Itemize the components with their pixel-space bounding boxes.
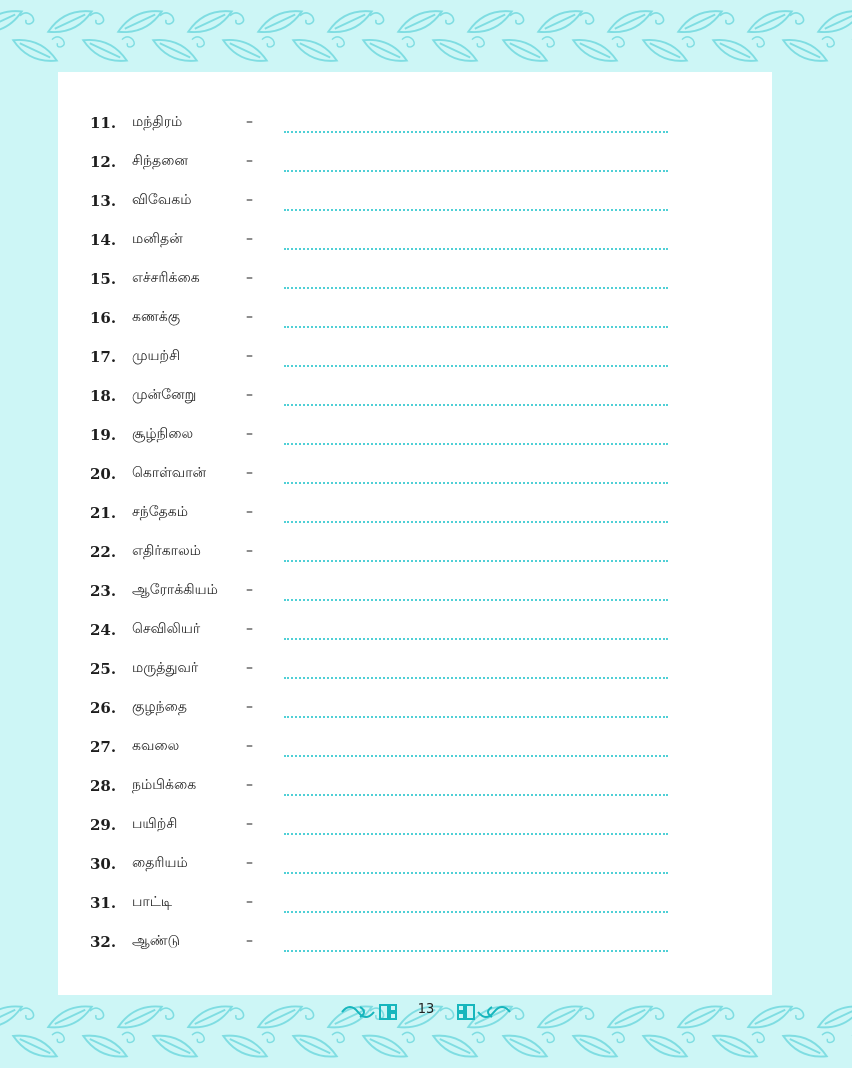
tamil-word: கவலை [132,738,180,754]
tamil-word: சூழ்நிலை [132,426,194,442]
tamil-word: ஆண்டு [132,933,181,949]
separator-dash: – [246,855,253,871]
item-number: 21. [90,504,117,522]
answer-blank-line[interactable] [284,794,668,796]
answer-blank-line[interactable] [284,755,668,757]
answer-blank-line[interactable] [284,950,668,952]
item-number: 12. [90,153,117,171]
answer-blank-line[interactable] [284,404,668,406]
tamil-word: கொள்வான் [132,465,207,481]
answer-blank-line[interactable] [284,365,668,367]
exercise-row [58,147,772,186]
separator-dash: – [246,114,253,130]
exercise-row [58,537,772,576]
separator-dash: – [246,699,253,715]
answer-blank-line[interactable] [284,638,668,640]
separator-dash: – [246,387,253,403]
item-number: 11. [90,114,117,132]
exercise-row [58,264,772,303]
exercise-row [58,927,772,966]
answer-blank-line[interactable] [284,131,668,133]
tamil-word: எச்சரிக்கை [132,270,200,286]
answer-blank-line[interactable] [284,209,668,211]
exercise-row [58,303,772,342]
separator-dash: – [246,816,253,832]
separator-dash: – [246,660,253,676]
exercise-list [58,72,772,995]
answer-blank-line[interactable] [284,599,668,601]
exercise-row [58,771,772,810]
separator-dash: – [246,504,253,520]
exercise-row [58,342,772,381]
answer-blank-line[interactable] [284,443,668,445]
separator-dash: – [246,543,253,559]
exercise-row [58,693,772,732]
tamil-word: சந்தேகம் [132,504,189,520]
item-number: 20. [90,465,117,483]
answer-blank-line[interactable] [284,677,668,679]
tamil-word: சிந்தனை [132,153,188,169]
answer-blank-line[interactable] [284,482,668,484]
separator-dash: – [246,621,253,637]
item-number: 25. [90,660,117,678]
separator-dash: – [246,270,253,286]
tamil-word: மருத்துவர் [132,660,199,676]
tamil-word: மனிதன் [132,231,183,247]
item-number: 14. [90,231,117,249]
answer-blank-line[interactable] [284,287,668,289]
answer-blank-line[interactable] [284,326,668,328]
tamil-word: ஆரோக்கியம் [132,582,218,598]
right-margin-strip [772,72,852,995]
page-number: 13 [417,1002,435,1017]
answer-blank-line[interactable] [284,521,668,523]
tamil-word: கணக்கு [132,309,181,325]
item-number: 17. [90,348,117,366]
tamil-word: எதிர்காலம் [132,543,201,559]
answer-blank-line[interactable] [284,170,668,172]
exercise-row [58,615,772,654]
separator-dash: – [246,348,253,364]
answer-blank-line[interactable] [284,911,668,913]
tamil-word: விவேகம் [132,192,192,208]
separator-dash: – [246,231,253,247]
item-number: 32. [90,933,117,951]
item-number: 18. [90,387,117,405]
item-number: 15. [90,270,117,288]
worksheet-panel [58,72,772,995]
tamil-word: முயற்சி [132,348,181,364]
exercise-row [58,498,772,537]
item-number: 24. [90,621,117,639]
item-number: 28. [90,777,117,795]
separator-dash: – [246,933,253,949]
item-number: 30. [90,855,117,873]
answer-blank-line[interactable] [284,833,668,835]
tamil-word: முன்னேறு [132,387,197,403]
leaf-pattern-icon [0,0,852,72]
item-number: 13. [90,192,117,210]
left-margin-strip [0,72,58,995]
separator-dash: – [246,426,253,442]
answer-blank-line[interactable] [284,248,668,250]
top-decorative-border [0,0,852,72]
tamil-word: குழந்தை [132,699,187,715]
item-number: 19. [90,426,117,444]
exercise-row [58,459,772,498]
item-number: 26. [90,699,117,717]
separator-dash: – [246,153,253,169]
tamil-word: தைரியம் [132,855,188,871]
separator-dash: – [246,738,253,754]
item-number: 29. [90,816,117,834]
item-number: 31. [90,894,117,912]
tamil-word: மந்திரம் [132,114,183,130]
tamil-word: பாட்டி [132,894,173,910]
item-number: 16. [90,309,117,327]
exercise-row [58,420,772,459]
exercise-row [58,108,772,147]
exercise-row [58,225,772,264]
separator-dash: – [246,582,253,598]
answer-blank-line[interactable] [284,716,668,718]
tamil-word: நம்பிக்கை [132,777,197,793]
tamil-word: செவிலியர் [132,621,201,637]
exercise-row [58,576,772,615]
exercise-row [58,732,772,771]
separator-dash: – [246,309,253,325]
item-number: 27. [90,738,117,756]
answer-blank-line[interactable] [284,560,668,562]
answer-blank-line[interactable] [284,872,668,874]
exercise-row [58,849,772,888]
exercise-row [58,654,772,693]
tamil-word: பயிற்சி [132,816,178,832]
item-number: 23. [90,582,117,600]
exercise-row [58,381,772,420]
separator-dash: – [246,192,253,208]
exercise-row [58,888,772,927]
exercise-row [58,186,772,225]
separator-dash: – [246,777,253,793]
separator-dash: – [246,465,253,481]
exercise-row [58,810,772,849]
separator-dash: – [246,894,253,910]
item-number: 22. [90,543,117,561]
